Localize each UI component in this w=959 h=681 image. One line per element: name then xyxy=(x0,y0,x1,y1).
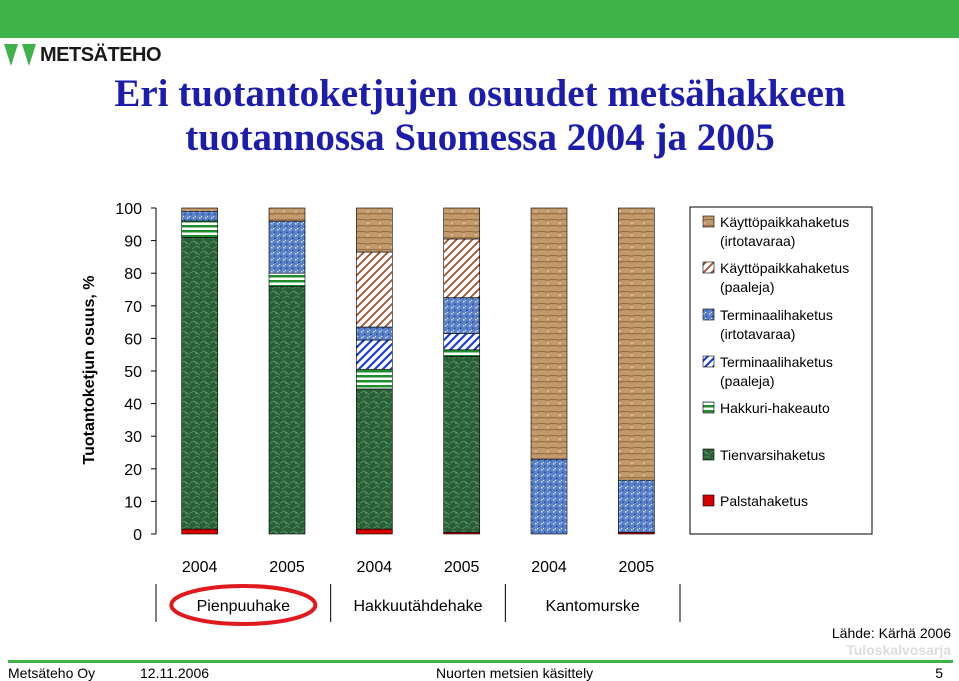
y-tick-label: 90 xyxy=(124,233,142,251)
x-tick-label: 2005 xyxy=(618,559,655,576)
bar-segment-2-2 xyxy=(356,369,392,389)
legend-label-line2: (irtotavaraa) xyxy=(720,233,796,249)
x-tick-label: 2004 xyxy=(356,559,393,576)
x-tick-label: 2005 xyxy=(269,559,305,576)
legend-box xyxy=(690,207,872,534)
bar-segment-3-3 xyxy=(444,334,480,350)
bar-segment-2-1 xyxy=(269,273,305,286)
y-tick-label: 100 xyxy=(115,201,142,218)
x-tick-label: 2004 xyxy=(531,559,567,576)
footer-date: 12.11.2006 xyxy=(140,665,210,681)
bar-segment-0-0 xyxy=(182,529,218,534)
y-tick-label: 50 xyxy=(124,364,142,381)
legend-label: Käyttöpaikkahaketus xyxy=(720,260,850,276)
y-tick-label: 40 xyxy=(124,396,142,414)
legend-swatch xyxy=(703,309,714,320)
y-axis-title: Tuotantoketjun osuus, % xyxy=(81,275,98,465)
bar-segment-4-2 xyxy=(356,327,392,340)
group-label: Hakkuutähdehake xyxy=(353,598,483,615)
logo-text: METSÄTEHO xyxy=(40,44,162,66)
y-tick-label: 80 xyxy=(124,266,142,284)
legend-swatch xyxy=(703,216,714,227)
legend-label: Terminaalihaketus xyxy=(720,307,833,323)
bar-segment-6-5 xyxy=(618,208,654,480)
legend-swatch xyxy=(703,402,714,413)
bar-segment-6-0 xyxy=(182,208,218,211)
bar-segment-1-2 xyxy=(356,389,392,529)
bar-segment-4-3 xyxy=(444,298,480,334)
legend-label: Palstahaketus xyxy=(720,493,808,509)
footer-divider xyxy=(8,660,953,663)
y-tick-label: 60 xyxy=(124,331,142,349)
y-axis xyxy=(115,201,156,544)
bar-segment-6-4 xyxy=(531,208,567,459)
bar-segment-4-1 xyxy=(269,221,305,273)
footer-course: Nuorten metsien käsittely xyxy=(436,665,594,681)
legend-swatch xyxy=(703,495,714,506)
source-note: Lähde: Kärhä 2006 xyxy=(831,625,951,641)
x-axis xyxy=(156,559,680,624)
bars xyxy=(182,208,655,534)
bar-segment-4-5 xyxy=(618,480,654,532)
legend-label-line2: (irtotavaraa) xyxy=(720,326,796,342)
legend-label-line2: (paaleja) xyxy=(720,279,775,295)
legend-label: Tienvarsihaketus xyxy=(720,447,826,463)
bar-segment-1-1 xyxy=(269,286,305,534)
bar-segment-2-0 xyxy=(182,221,218,237)
x-tick-label: 2004 xyxy=(181,559,218,576)
legend-swatch xyxy=(703,356,714,367)
bar-segment-2-3 xyxy=(444,350,480,357)
bar-segment-0-2 xyxy=(356,529,392,534)
y-tick-label: 20 xyxy=(124,461,142,479)
y-tick-label: 0 xyxy=(133,527,142,544)
watermark: Tuloskalvosarja xyxy=(846,642,951,658)
bar-segment-6-1 xyxy=(269,208,305,221)
group-label: Kantomurske xyxy=(545,598,640,615)
legend-label: Hakkuri-hakeauto xyxy=(720,400,830,416)
bar-segment-5-2 xyxy=(356,252,392,327)
bar-segment-5-3 xyxy=(444,239,480,298)
legend-label-line2: (paaleja) xyxy=(720,373,775,389)
title-line-1: Eri tuotantoketjujen osuudet metsähakkeen xyxy=(114,72,846,115)
page-number: 5 xyxy=(935,665,943,681)
legend-label: Terminaalihaketus xyxy=(720,354,833,370)
bar-segment-3-2 xyxy=(356,340,392,369)
legend-label: Käyttöpaikkahaketus xyxy=(720,214,850,230)
bar-segment-6-3 xyxy=(444,208,480,239)
legend xyxy=(690,207,872,534)
y-tick-label: 30 xyxy=(124,429,142,447)
bar-segment-1-3 xyxy=(444,356,480,532)
y-tick-label: 10 xyxy=(124,494,142,512)
footer-organization: Metsäteho Oy xyxy=(8,665,96,681)
bar-segment-4-0 xyxy=(182,211,218,221)
title-line-2: tuotannossa Suomessa 2004 ja 2005 xyxy=(185,116,775,159)
legend-swatch xyxy=(703,262,714,273)
x-tick-label: 2005 xyxy=(443,559,480,576)
bar-segment-4-4 xyxy=(531,459,567,534)
legend-swatch xyxy=(703,449,714,460)
group-label: Pienpuuhake xyxy=(196,598,291,615)
bar-segment-6-2 xyxy=(356,208,392,252)
bar-segment-1-0 xyxy=(182,237,218,529)
y-tick-label: 70 xyxy=(124,298,142,316)
